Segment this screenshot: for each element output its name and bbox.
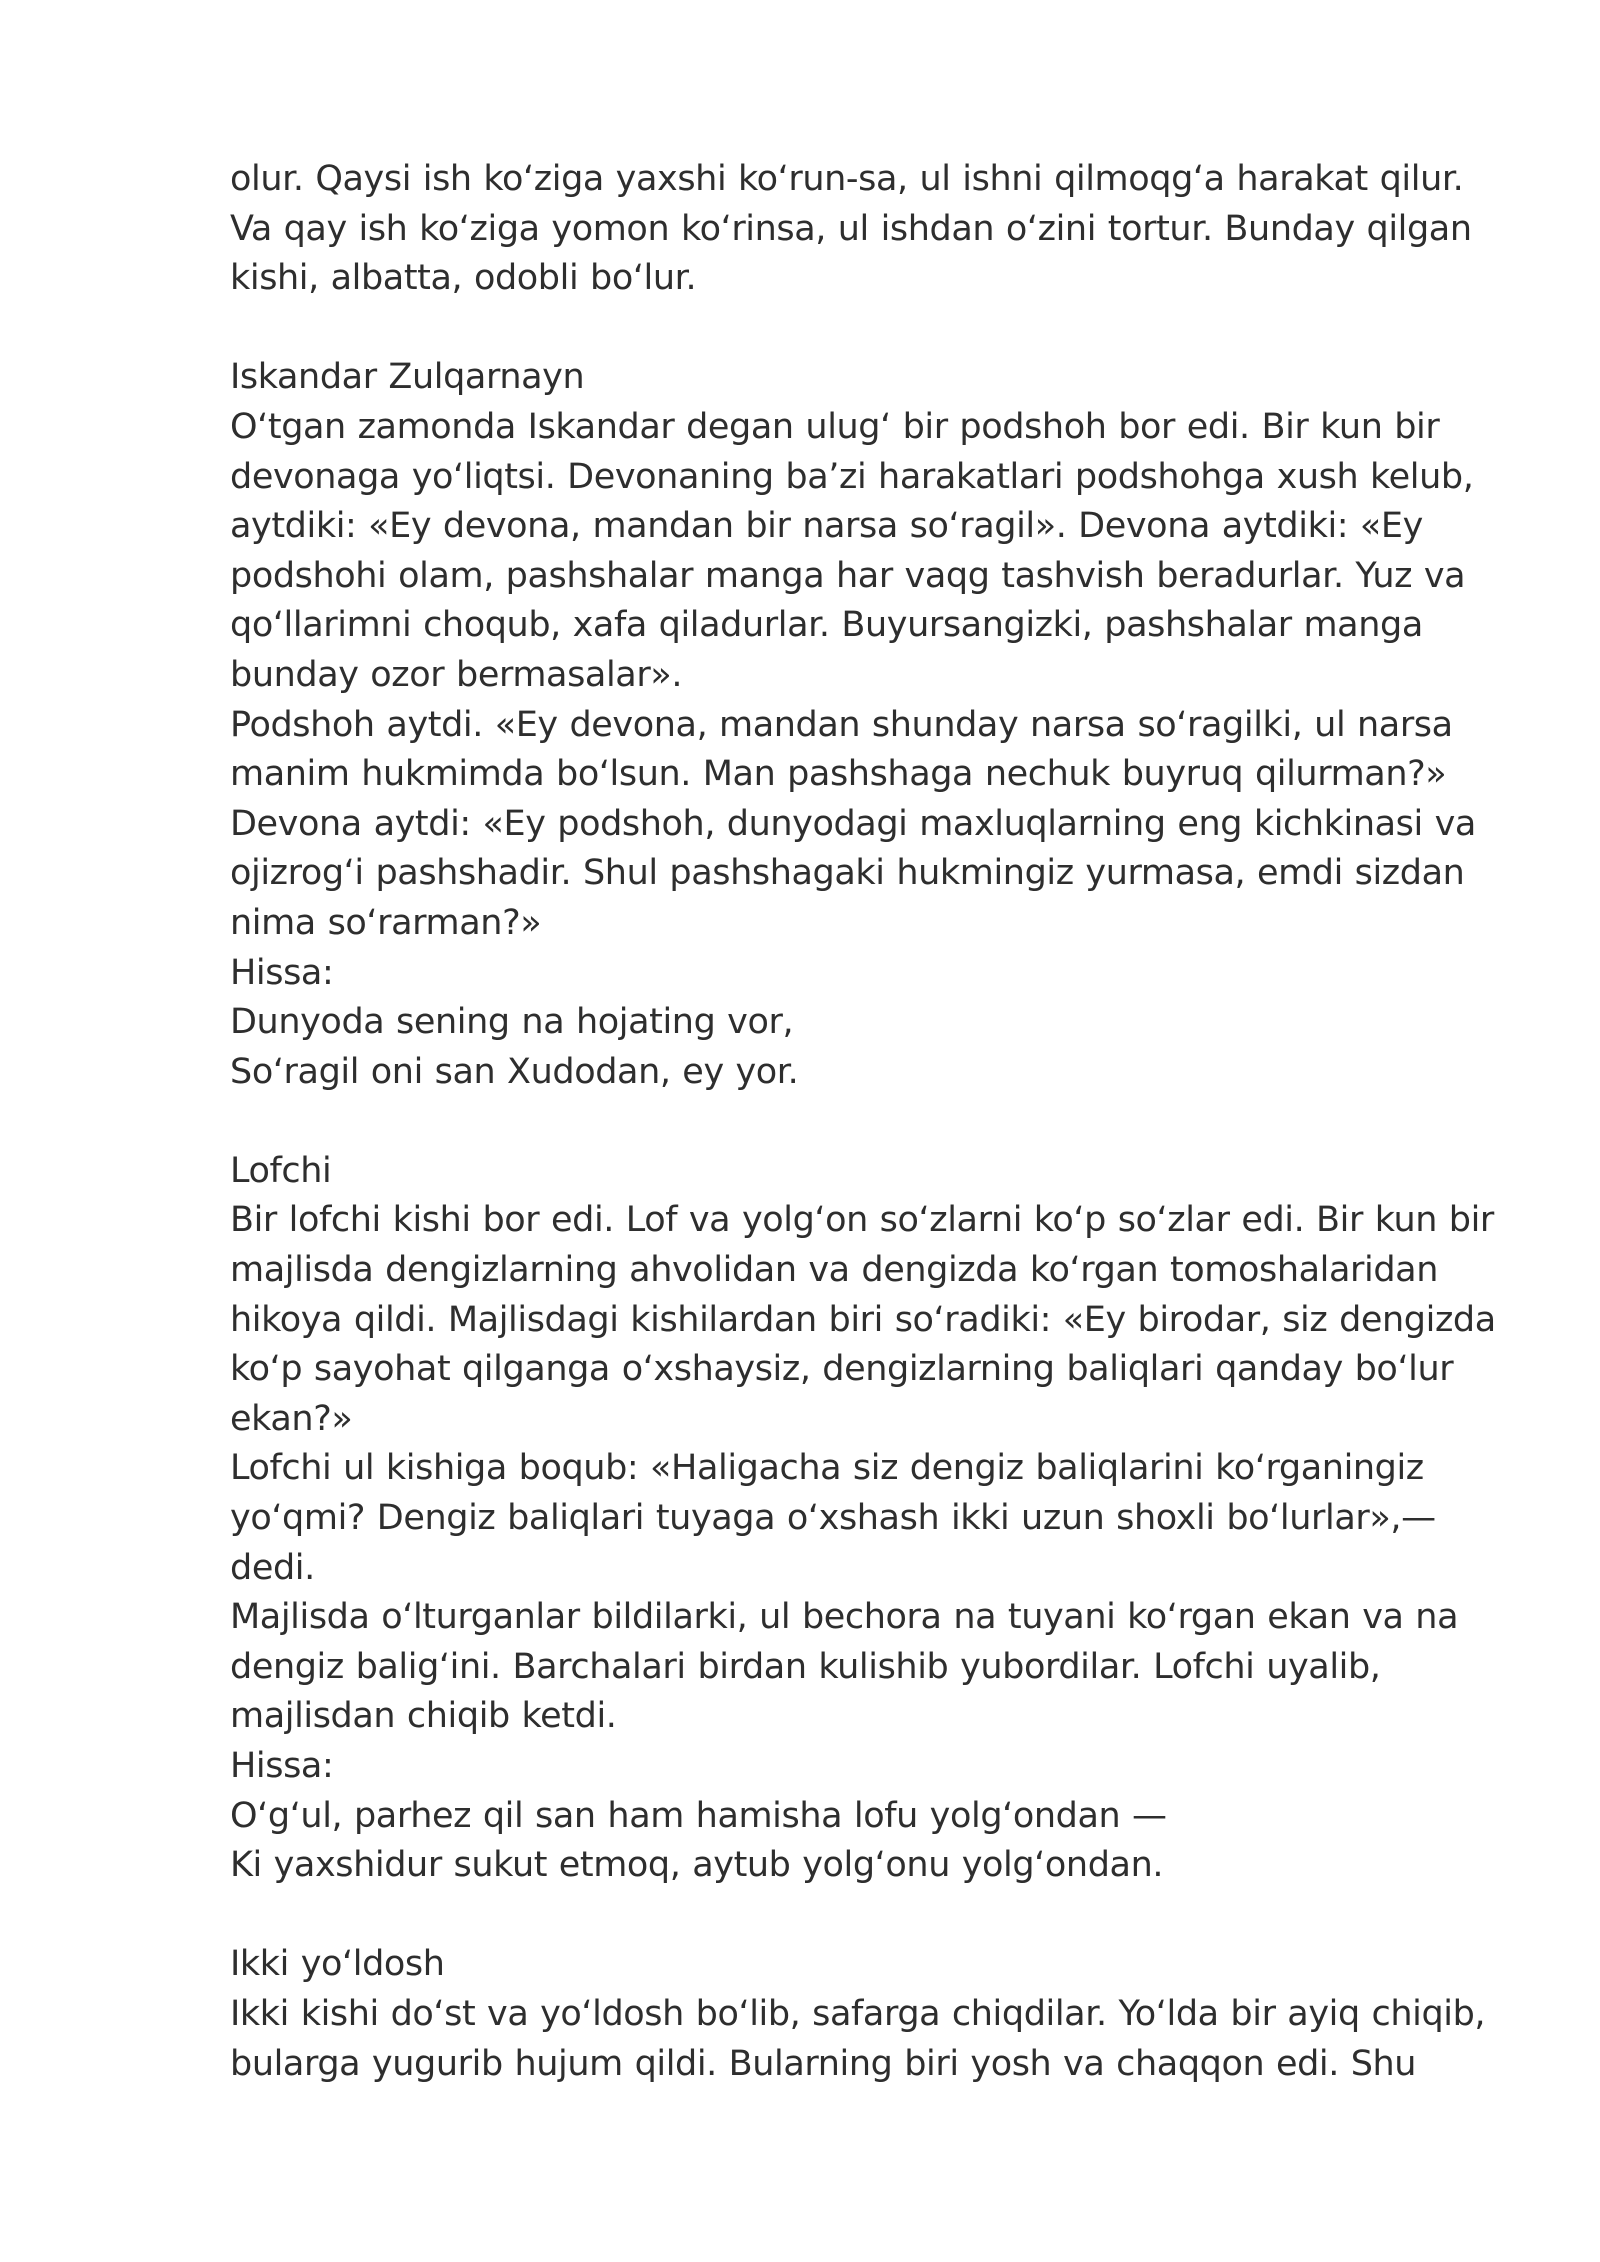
text-line: manim hukmimda boʻlsun. Man pashshaga nechuk buyruq qilurman?» (230, 754, 1447, 795)
text-line: Ikki kishi doʻst va yoʻldosh boʻlib, safarga chiqdilar. Yoʻlda bir ayiq chiqib, (230, 1993, 1486, 2034)
text-line: bularga yugurib hujum qildi. Bularning biri yosh va chaqqon edi. Shu (230, 2043, 1417, 2084)
hissa-label: Hissa: (230, 952, 334, 993)
text-line: aytdiki: «Ey devona, mandan bir narsa soʻragil». Devona aytdiki: «Ey (230, 506, 1423, 547)
text-line: Podshoh aytdi. «Ey devona, mandan shunday narsa soʻragilki, ul narsa (230, 704, 1453, 745)
text-line: yoʻqmi? Dengiz baliqlari tuyaga oʻxshash ikki uzun shoxli boʻlurlar»,— (230, 1498, 1436, 1539)
text-line: qoʻllarimni choqub, xafa qiladurlar. Buyursangizki, pashshalar manga (230, 605, 1423, 646)
text-line: nima soʻrarman?» (230, 902, 542, 943)
text-line: ojizrogʻi pashshadir. Shul pashshagaki hukmingiz yurmasa, emdi sizdan (230, 853, 1465, 894)
text-line: koʻp sayohat qilganga oʻxshaysiz, dengizlarning baliqlari qanday boʻlur (230, 1349, 1454, 1390)
text-line: olur. Qaysi ish koʻziga yaxshi koʻrun-sa, ul ishni qilmoqgʻa harakat qilur. (230, 159, 1464, 199)
text-line: majlisda dengizlarning ahvolidan va dengizda koʻrgan tomoshalaridan (230, 1250, 1439, 1291)
text-line: kishi, albatta, odobli boʻlur. (230, 258, 697, 299)
document-page (230, 155, 1530, 2089)
verse-line: Dunyoda sening na hojating vor, (230, 1002, 794, 1043)
text-line: dengiz baligʻini. Barchalari birdan kulishib yubordilar. Lofchi uyalib, (230, 1646, 1381, 1687)
paragraph-gap (230, 1097, 1530, 1147)
verse-line: Soʻragil oni san Xudodan, ey yor. (230, 1051, 799, 1092)
paragraph-gap (230, 304, 1530, 354)
text-line: majlisdan chiqib ketdi. (230, 1696, 617, 1737)
verse-line: Oʻgʻul, parhez qil san ham hamisha lofu yolgʻondan — (230, 1795, 1167, 1836)
text-line: hikoya qildi. Majlisdagi kishilardan biri soʻradiki: «Ey birodar, siz dengizda (230, 1299, 1496, 1340)
story-title-ikki-yoldosh: Ikki yoʻldosh (230, 1944, 445, 1985)
paragraph-gap (230, 1891, 1530, 1941)
text-line: ekan?» (230, 1398, 353, 1439)
verse-line: Ki yaxshidur sukut etmoq, aytub yolgʻonu yolgʻondan. (230, 1845, 1164, 1886)
text-line: Oʻtgan zamonda Iskandar degan ulugʻ bir podshoh bor edi. Bir kun bir (230, 406, 1440, 447)
text-line: Devona aytdi: «Ey podshoh, dunyodagi maxluqlarning eng kichkinasi va (230, 803, 1476, 844)
text-line: Bir lofchi kishi bor edi. Lof va yolgʻon soʻzlarni koʻp soʻzlar edi. Bir kun bir (230, 1200, 1494, 1241)
text-line: Va qay ish koʻziga yomon koʻrinsa, ul ishdan oʻzini tortur. Bunday qilgan (230, 208, 1472, 249)
text-line: bunday ozor bermasalar». (230, 654, 683, 695)
text-line: dedi. (230, 1547, 315, 1588)
text-line: devonaga yoʻliqtsi. Devonaning baʼzi harakatlari podshohga xush kelub, (230, 456, 1474, 497)
text-line: Lofchi ul kishiga boqub: «Haligacha siz dengiz baliqlarini koʻrganingiz (230, 1448, 1424, 1489)
story-title-lofchi: Lofchi (230, 1150, 332, 1191)
story-title-iskandar: Iskandar Zulqarnayn (230, 357, 585, 398)
text-line: podshohi olam, pashshalar manga har vaqg tashvish beradurlar. Yuz va (230, 555, 1466, 596)
hissa-label: Hissa: (230, 1746, 334, 1786)
text-line: Majlisda oʻlturganlar bildilarki, ul bechora na tuyani koʻrgan ekan va na (230, 1597, 1459, 1638)
